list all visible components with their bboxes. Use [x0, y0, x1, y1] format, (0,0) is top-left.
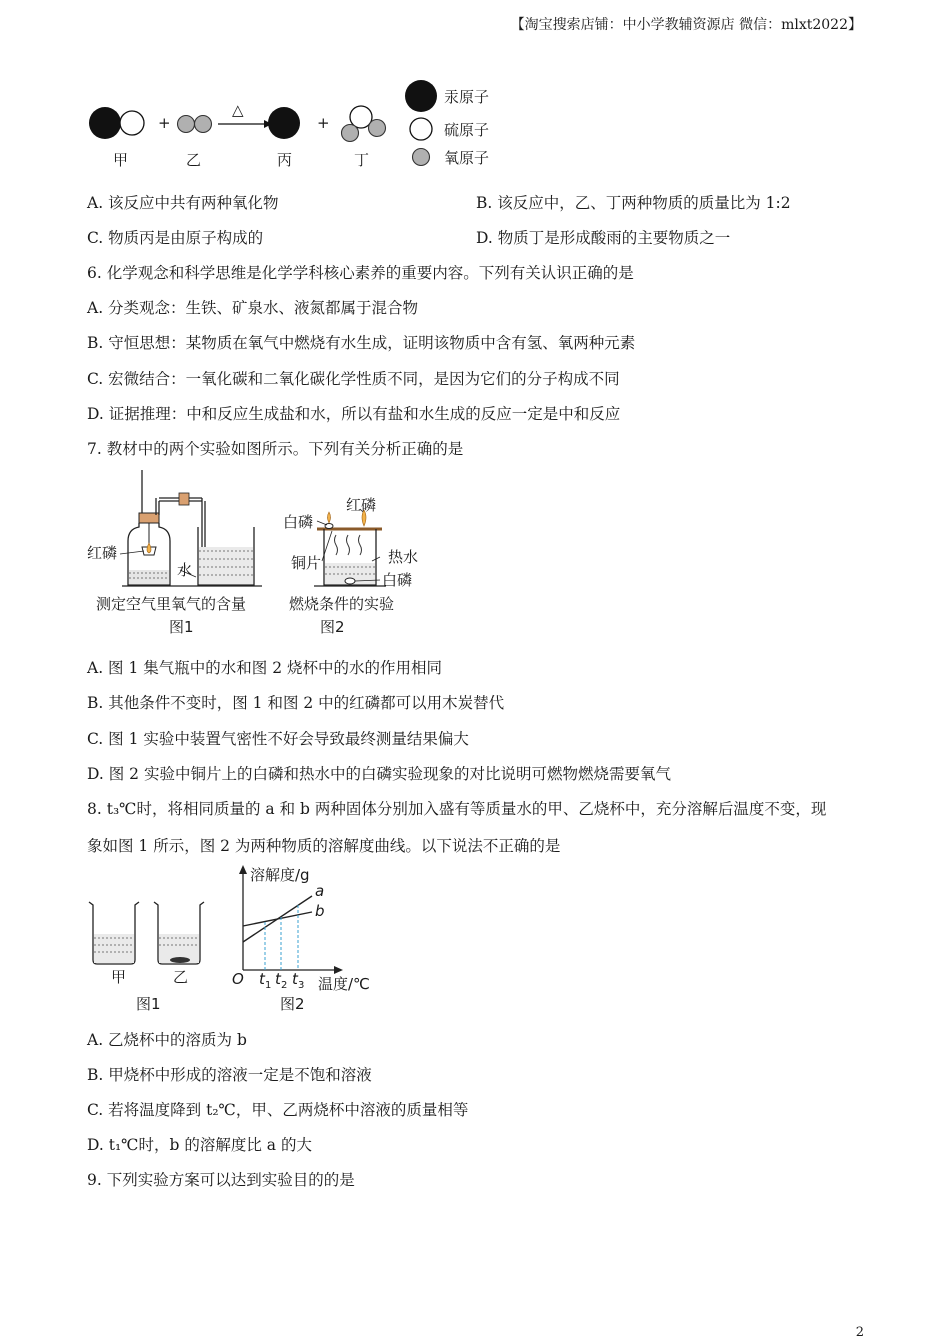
q5-option-a: A. 该反应中共有两种氧化物: [87, 194, 279, 212]
fig1-number: 图1: [169, 618, 194, 636]
tick-t3-sub: 3: [298, 980, 305, 991]
legend-mercury: 汞原子: [444, 88, 490, 106]
q8-fig1-number: 图1: [136, 995, 161, 1013]
q8-option-d: D. t₁℃时，b 的溶解度比 a 的大: [87, 1136, 312, 1154]
oxygen-atom-icon: [413, 149, 430, 166]
q7-option-d: D. 图 2 实验中铜片上的白磷和热水中的白磷实验现象的对比说明可燃物燃烧需要氧气: [87, 765, 671, 783]
q8-option-c: C. 若将温度降到 t₂℃，甲、乙两烧杯中溶液的质量相等: [87, 1101, 469, 1119]
mercury-atom-icon: [405, 80, 437, 112]
reaction-diagram: [80, 70, 520, 175]
fig2-label-white-phosphorus-top: 白磷: [283, 513, 314, 531]
chart-xlabel: 温度/℃: [318, 975, 370, 993]
series-a-label: a: [315, 882, 325, 900]
beaker-jia: [89, 902, 139, 964]
legend-sulfur: 硫原子: [444, 121, 490, 139]
tick-t2-sub: 2: [281, 980, 288, 991]
label-yi: 乙: [186, 151, 202, 169]
heat-condition: △: [232, 101, 244, 119]
q5-option-b: B. 该反应中，乙、丁两种物质的质量比为 1:2: [476, 194, 791, 212]
tick-t1: t: [259, 970, 265, 988]
q8-fig2-number: 图2: [280, 995, 305, 1013]
label-beaker-jia: 甲: [111, 968, 127, 986]
tick-t2: t: [275, 970, 281, 988]
q8-option-a: A. 乙烧杯中的溶质为 b: [87, 1031, 247, 1049]
tick-t1-sub: 1: [265, 980, 272, 991]
beaker-yi: [154, 902, 204, 964]
fig1-label-water: 水: [177, 561, 193, 579]
label-jia: 甲: [113, 151, 129, 169]
q5-option-d: D. 物质丁是形成酸雨的主要物质之一: [476, 229, 731, 247]
q8-option-b: B. 甲烧杯中形成的溶液一定是不饱和溶液: [87, 1066, 372, 1084]
q9-stem: 9. 下列实验方案可以达到实验目的的是: [87, 1171, 355, 1189]
q6-stem: 6. 化学观念和科学思维是化学学科核心素养的重要内容。下列有关认识正确的是: [87, 264, 634, 282]
chart-ylabel: 溶解度/g: [250, 866, 310, 884]
sulfur-atom-icon: [410, 118, 432, 140]
page-header: 【淘宝搜索店铺：中小学教辅资源店 微信：mlxt2022】: [510, 17, 862, 33]
combustion-apparatus: [314, 509, 386, 586]
fig2-number: 图2: [320, 618, 345, 636]
q5-option-c: C. 物质丙是由原子构成的: [87, 229, 264, 247]
q8-figure: [84, 860, 384, 1020]
q7-option-a: A. 图 1 集气瓶中的水和图 2 烧杯中的水的作用相同: [87, 659, 442, 677]
fig2-label-hot-water: 热水: [388, 548, 419, 566]
q6-option-a: A. 分类观念：生铁、矿泉水、液氮都属于混合物: [87, 299, 419, 317]
molecule-yi: [178, 116, 212, 133]
tick-t3: t: [292, 970, 298, 988]
label-ding: 丁: [354, 151, 370, 169]
legend-oxygen: 氧原子: [444, 149, 490, 167]
label-bing: 丙: [277, 151, 293, 169]
fig1-label-red-phosphorus: 红磷: [87, 544, 118, 562]
plus-sign-2: +: [317, 114, 330, 132]
series-b-label: b: [315, 902, 325, 920]
q7-stem: 7. 教材中的两个实验如图所示。下列有关分析正确的是: [87, 440, 464, 458]
q7-option-c: C. 图 1 实验中装置气密性不好会导致最终测量结果偏大: [87, 730, 469, 748]
molecule-ding: [342, 106, 386, 142]
q7-figure: [84, 465, 444, 643]
q7-option-b: B. 其他条件不变时，图 1 和图 2 中的红磷都可以用木炭替代: [87, 694, 505, 712]
q8-stem-line2: 象如图 1 所示，图 2 为两种物质的溶解度曲线。以下说法不正确的是: [87, 837, 561, 855]
reaction-arrow: [218, 120, 272, 128]
fig2-label-white-phosphorus-bottom: 白磷: [382, 571, 413, 589]
q6-option-b: B. 守恒思想：某物质在氧气中燃烧有水生成，证明该物质中含有氢、氧两种元素: [87, 334, 636, 352]
plus-sign-1: +: [158, 114, 171, 132]
fig2-label-red-phosphorus: 红磷: [346, 496, 377, 514]
fig2-label-copper: 铜片: [291, 554, 322, 572]
curve-b: [243, 912, 312, 926]
q8-stem-line1: 8. t₃℃时，将相同质量的 a 和 b 两种固体分别加入盛有等质量水的甲、乙烧杯中，充分溶解后温度不变，现: [87, 800, 827, 818]
molecule-bing: [268, 107, 300, 139]
label-beaker-yi: 乙: [173, 968, 189, 986]
q6-option-c: C. 宏微结合：一氧化碳和二氧化碳化学性质不同，是因为它们的分子构成不同: [87, 370, 620, 388]
molecule-jia: [89, 107, 144, 139]
fig2-caption: 燃烧条件的实验: [289, 595, 395, 613]
fig1-caption: 测定空气里氧气的含量: [96, 595, 247, 613]
page-number: 2: [855, 1325, 864, 1340]
q6-option-d: D. 证据推理：中和反应生成盐和水，所以有盐和水生成的反应一定是中和反应: [87, 405, 621, 423]
chart-origin: O: [232, 970, 244, 988]
